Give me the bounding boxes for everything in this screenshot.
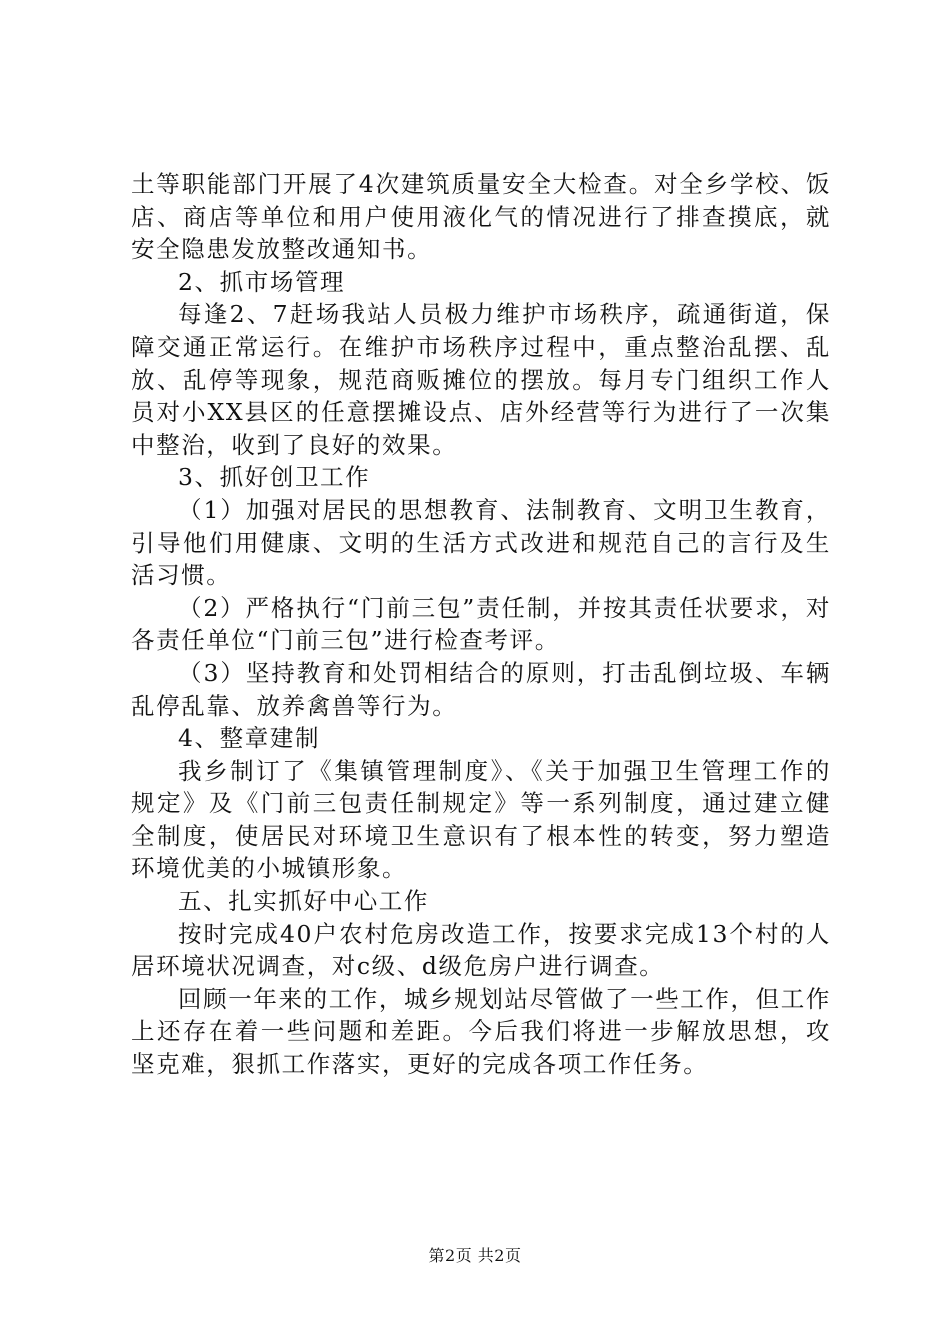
paragraph-regulations: 我乡制订了《集镇管理制度》、《关于加强卫生管理工作的规定》及《门前三包责任制规定》等一系列制度，通过建立健全制度，使居民对环境卫生意识有了根本性的转变，努力塑造环境优美的小城镇形象。 — [131, 756, 831, 883]
paragraph-market: 每逢2、7赶场我站人员极力维护市场秩序，疏通街道，保障交通正常运行。在维护市场秩序过程中，重点整治乱摆、乱放、乱停等现象，规范商贩摊位的摆放。每月专门组织工作人员对小XX县区的任意摆摊设点、店外经营等行为进行了一次集中整治，收到了良好的效果。 — [131, 300, 831, 459]
document-body — [131, 168, 831, 1081]
paragraph-continuation: 土等职能部门开展了4次建筑质量安全大检查。对全乡学校、饭店、商店等单位和用户使用液化气的情况进行了排查摸底，就安全隐患发放整改通知书。 — [131, 170, 831, 264]
section-heading-sanitation: 3、抓好创卫工作 — [178, 463, 371, 492]
section-heading-central-work: 五、扎实抓好中心工作 — [178, 887, 429, 916]
page-number-footer: 第2页 共2页 — [428, 1246, 522, 1265]
paragraph-sanitation-2: （2）严格执行“门前三包”责任制，并按其责任状要求，对各责任单位“门前三包”进行检查考评。 — [131, 593, 831, 655]
paragraph-conclusion: 回顾一年来的工作，城乡规划站尽管做了一些工作，但工作上还存在着一些问题和差距。今后我们将进一步解放思想，攻坚克难，狠抓工作落实，更好的完成各项工作任务。 — [131, 984, 831, 1079]
section-heading-regulations: 4、整章建制 — [178, 724, 321, 753]
paragraph-sanitation-3: （3）坚持教育和处罚相结合的原则，打击乱倒垃圾、车辆乱停乱靠、放养禽兽等行为。 — [131, 658, 831, 720]
paragraph-central-work: 按时完成40户农村危房改造工作，按要求完成13个村的人居环境状况调查，对c级、d级危房户进行调查。 — [131, 919, 831, 981]
paragraph-sanitation-1: （1）加强对居民的思想教育、法制教育、文明卫生教育，引导他们用健康、文明的生活方式改进和规范自己的言行及生活习惯。 — [131, 495, 831, 590]
section-heading-market: 2、抓市场管理 — [178, 267, 346, 296]
